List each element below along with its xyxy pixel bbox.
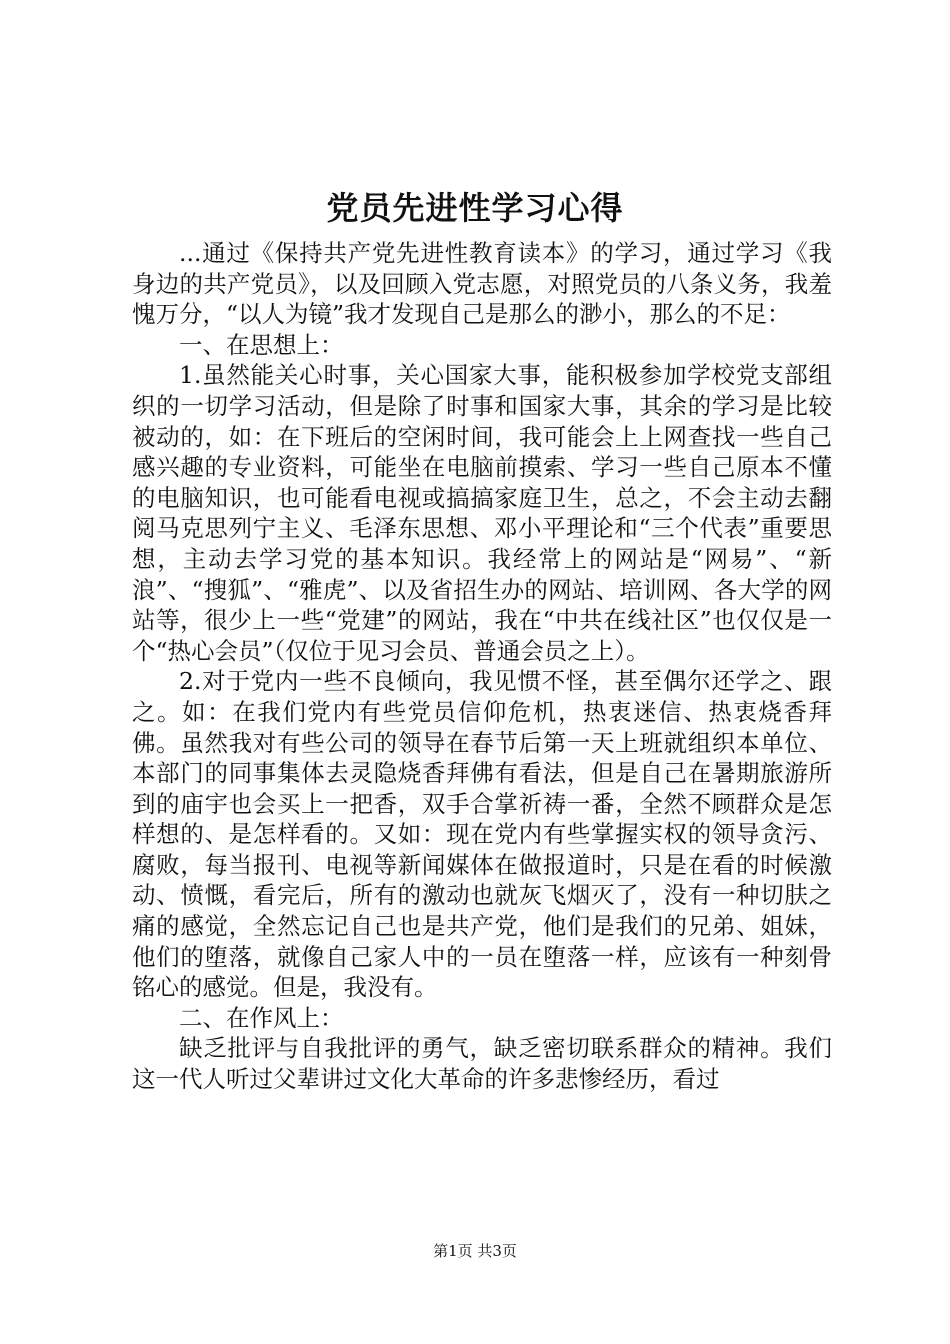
paragraph-point-1: 1.虽然能关心时事，关心国家大事，能积极参加学校党支部组织的一切学习活动，但是除了时事和国家大事，其余的学习是比较被动的，如：在下班后的空闲时间，我可能会上上网查找一些自己感兴趣的专业资料，可能坐在电脑前摸索、学习一些自己原本不懂的电脑知识，也可能看电视或搞搞家庭卫生，总之，不会主动去翻阅马克思列宁主义、毛泽东思想、邓小平理论和“三个代表”重要思想，主动去学习党的基本知识。我经常上的网站是“网易”、“新浪”、“搜狐”、“雅虎”、以及省招生办的网站、培训网、各大学的网站等，很少上一些“党建”的网站，我在“中共在线社区”也仅仅是一个“热心会员”（仅位于见习会员、普通会员之上）。: [132, 361, 832, 665]
document-body: [132, 238, 832, 1095]
page-footer: 第1页 共3页: [433, 1242, 517, 1260]
paragraph-intro: ...通过《保持共产党先进性教育读本》的学习，通过学习《我身边的共产党员》，以及回顾入党志愿，对照党员的八条义务，我羞愧万分，“以人为镜”我才发现自己是那么的渺小，那么的不足：: [132, 239, 832, 329]
paragraph-style: 缺乏批评与自我批评的勇气，缺乏密切联系群众的精神。我们这一代人听过父辈讲过文化大革命的许多悲惨经历，看过: [132, 1034, 832, 1094]
paragraph-point-2: 2.对于党内一些不良倾向，我见惯不怪，甚至偶尔还学之、跟之。如：在我们党内有些党员信仰危机，热衷迷信、热衷烧香拜佛。虽然我对有些公司的领导在春节后第一天上班就组织本单位、本部门的同事集体去灵隐烧香拜佛有看法，但是自己在暑期旅游所到的庙宇也会买上一把香，双手合掌祈祷一番，全然不顾群众是怎样想的、是怎样看的。又如：现在党内有些掌握实权的领导贪污、腐败，每当报刊、电视等新闻媒体在做报道时，只是在看的时候激动、愤慨，看完后，所有的激动也就灰飞烟灭了，没有一种切肤之痛的感觉，全然忘记自己也是共产党，他们是我们的兄弟、姐妹，他们的堕落，就像自己家人中的一员在堕落一样，应该有一种刻骨铭心的感觉。但是，我没有。: [132, 667, 832, 1002]
section-heading-thought: 一、在思想上：: [179, 330, 344, 359]
document-title: 党员先进性学习心得: [326, 189, 624, 227]
section-heading-style: 二、在作风上：: [179, 1003, 344, 1032]
